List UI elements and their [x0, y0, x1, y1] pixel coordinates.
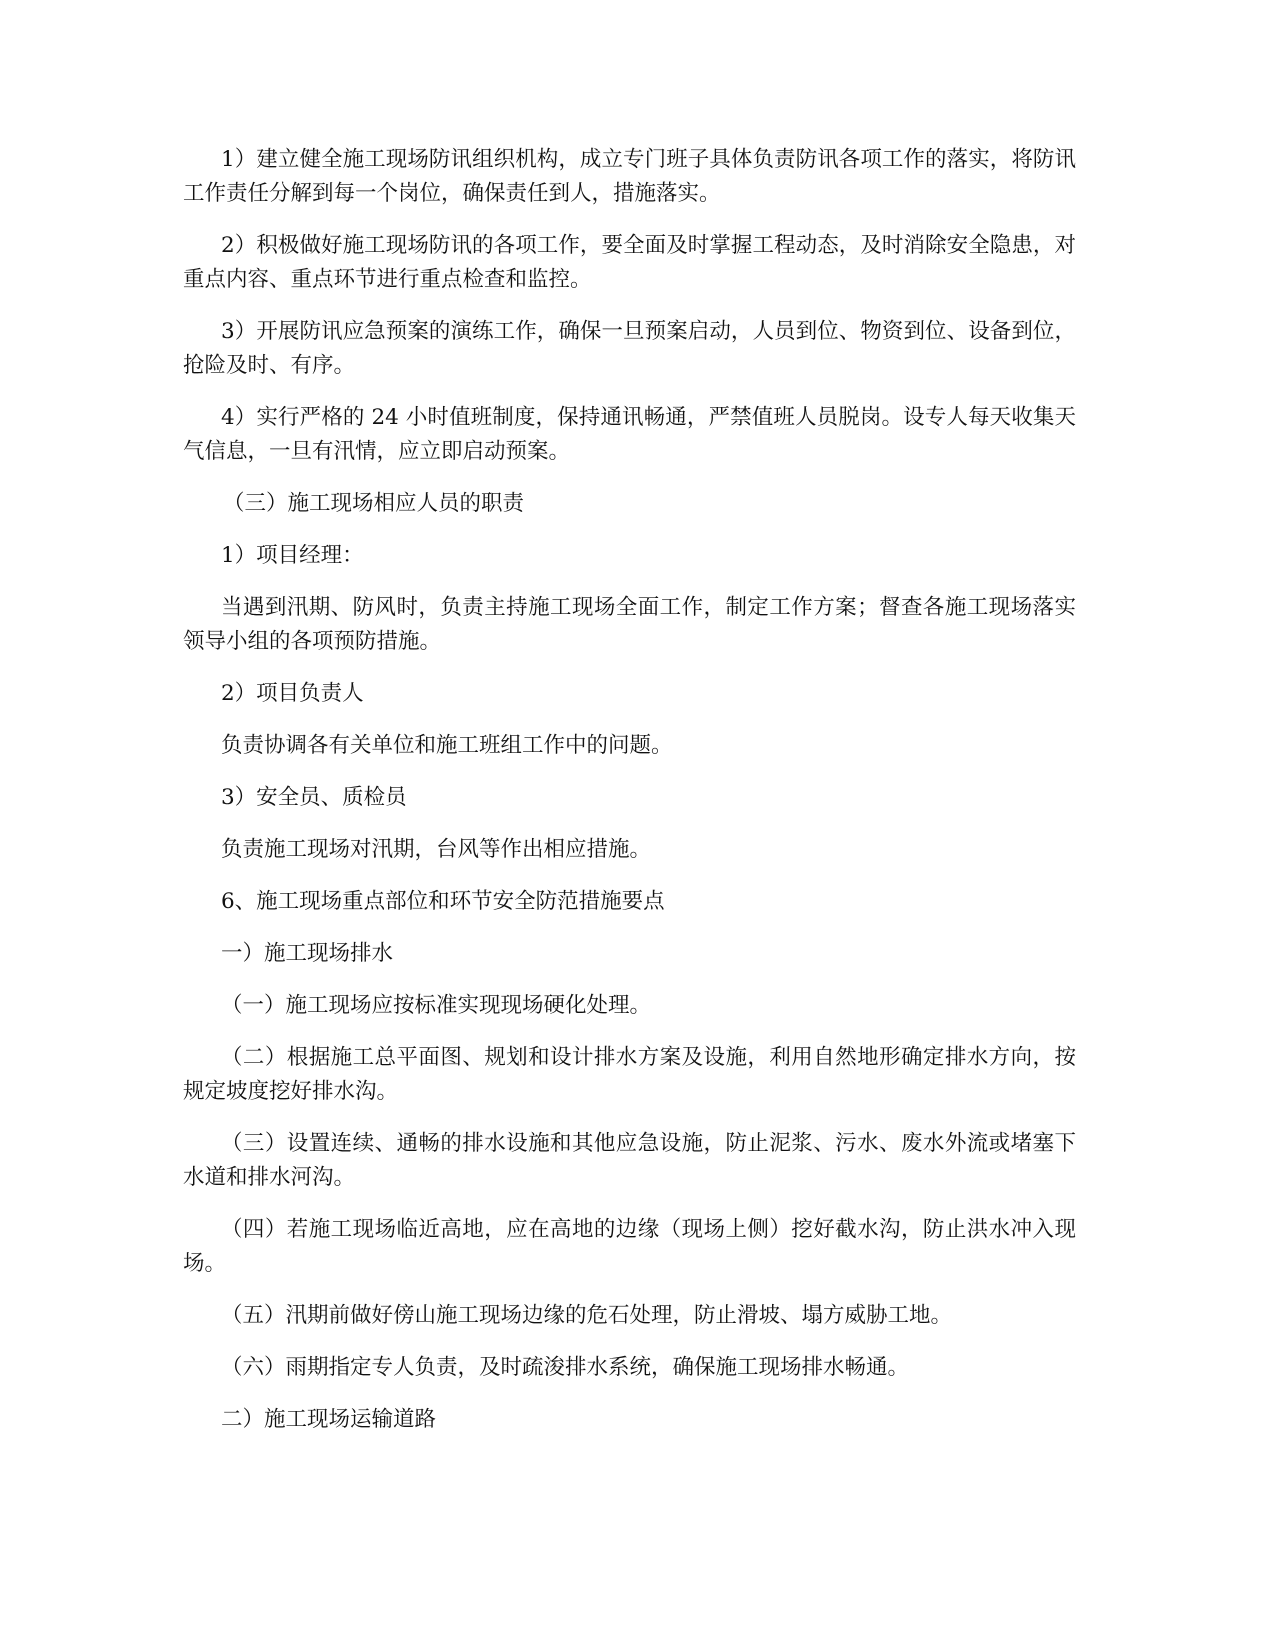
paragraph-1: 1）建立健全施工现场防讯组织机构，成立专门班子具体负责防讯各项工作的落实，将防讯工作责任分解到每一个岗位，确保责任到人，措施落实。: [183, 147, 1076, 206]
section-heading-responsibilities: （三）施工现场相应人员的职责: [223, 491, 525, 516]
role-heading-project-lead: 2）项目负责人: [221, 681, 364, 706]
drainage-item-6: （六）雨期指定专人负责，及时疏浚排水系统，确保施工现场排水畅通。: [221, 1355, 910, 1380]
drainage-item-5: （五）汛期前做好傍山施工现场边缘的危石处理，防止滑坡、塌方威胁工地。: [221, 1303, 953, 1328]
role-heading-safety-officer: 3）安全员、质检员: [221, 785, 407, 810]
subsection-heading-drainage: 一）施工现场排水: [221, 941, 394, 966]
document-body: [183, 143, 1076, 1455]
role-text-project-lead: 负责协调各有关单位和施工班组工作中的问题。: [221, 733, 673, 758]
paragraph-4: 4）实行严格的 24 小时值班制度，保持通讯畅通，严禁值班人员脱岗。设专人每天收集天气信息，一旦有汛情，应立即启动预案。: [183, 405, 1076, 464]
drainage-item-3: （三）设置连续、通畅的排水设施和其他应急设施，防止泥浆、污水、废水外流或堵塞下水道和排水河沟。: [183, 1131, 1076, 1190]
paragraph-3: 3）开展防讯应急预案的演练工作，确保一旦预案启动，人员到位、物资到位、设备到位，抢险及时、有序。: [183, 319, 1076, 378]
role-text-safety-officer: 负责施工现场对汛期，台风等作出相应措施。: [221, 837, 652, 862]
drainage-item-2: （二）根据施工总平面图、规划和设计排水方案及设施，利用自然地形确定排水方向，按规定坡度挖好排水沟。: [183, 1045, 1076, 1104]
drainage-item-1: （一）施工现场应按标准实现现场硬化处理。: [221, 993, 652, 1018]
section-heading-key-measures: 6、施工现场重点部位和环节安全防范措施要点: [221, 889, 665, 914]
paragraph-2: 2）积极做好施工现场防讯的各项工作，要全面及时掌握工程动态，及时消除安全隐患，对重点内容、重点环节进行重点检查和监控。: [183, 233, 1076, 292]
subsection-heading-roads: 二）施工现场运输道路: [221, 1407, 437, 1432]
drainage-item-4: （四）若施工现场临近高地，应在高地的边缘（现场上侧）挖好截水沟，防止洪水冲入现场。: [183, 1217, 1076, 1276]
role-heading-project-manager: 1）项目经理：: [221, 543, 364, 568]
role-text-project-manager: 当遇到汛期、防风时，负责主持施工现场全面工作，制定工作方案；督查各施工现场落实领导小组的各项预防措施。: [183, 595, 1076, 654]
